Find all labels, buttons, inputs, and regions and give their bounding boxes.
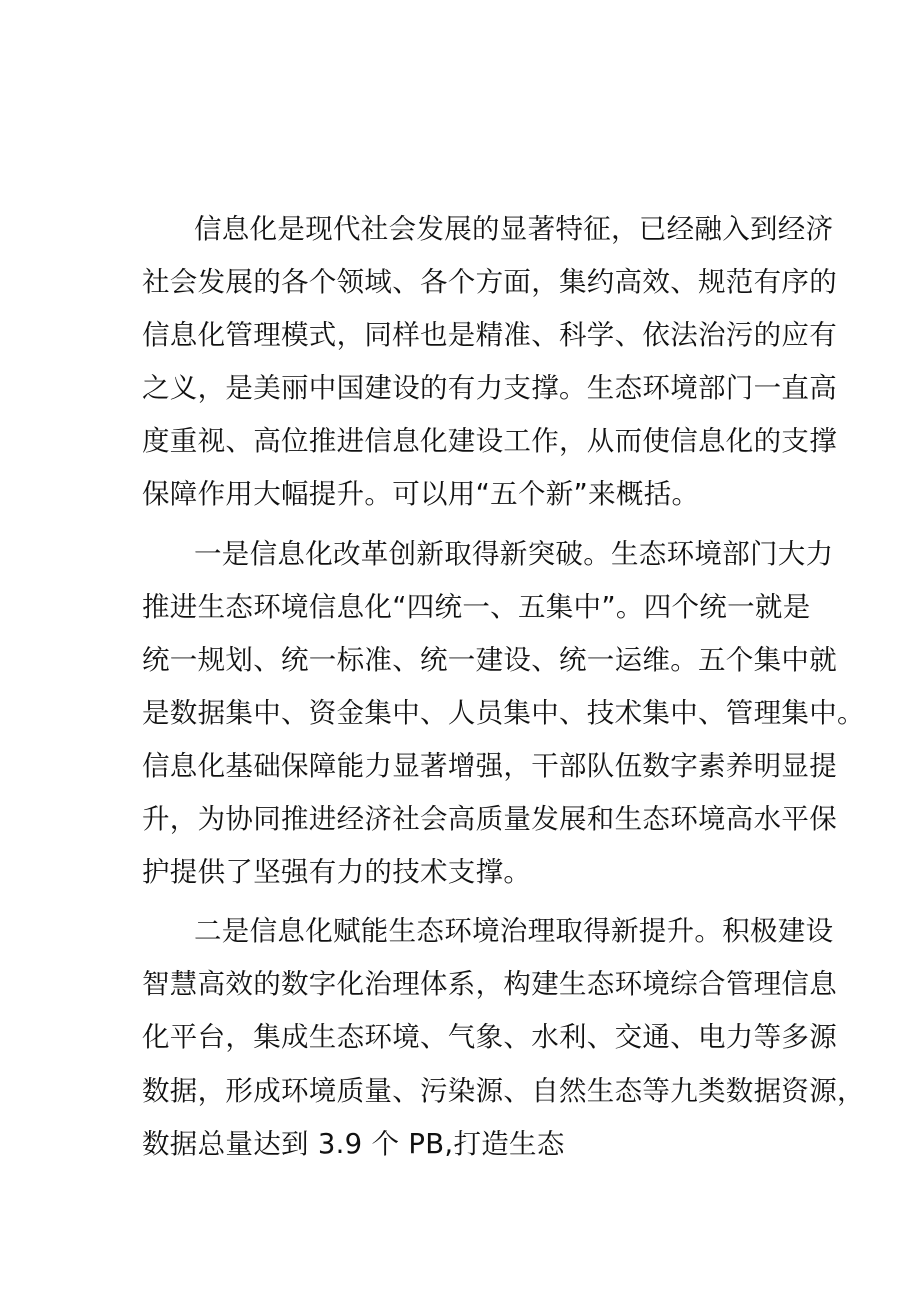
paragraph-line: 推进生态环境信息化“四统一、五集中”。四个统一就是 xyxy=(142,590,811,623)
paragraph-line: 一是信息化改革创新取得新突破。生态环境部门大力 xyxy=(194,537,834,570)
paragraph-3 xyxy=(142,905,865,1170)
paragraph-line: 信息化基础保障能力显著增强，干部队伍数字素养明显提 xyxy=(142,749,837,782)
paragraph-line: 度重视、高位推进信息化建设工作，从而使信息化的支撑 xyxy=(142,425,837,458)
paragraph-line: 之义，是美丽中国建设的有力支撑。生态环境部门一直高 xyxy=(142,372,837,405)
paragraph-line: 社会发展的各个领域、各个方面，集约高效、规范有序的 xyxy=(142,266,837,299)
paragraph-line: 护提供了坚强有力的技术支撑。 xyxy=(142,856,532,889)
paragraph-line: 化平台，集成生态环境、气象、水利、交通、电力等多源 xyxy=(142,1021,837,1054)
paragraph-line: 二是信息化赋能生态环境治理取得新提升。积极建设 xyxy=(194,915,834,948)
paragraph-line: 升，为协同推进经济社会高质量发展和生态环境高水平保 xyxy=(142,803,837,836)
paragraph-line: 信息化管理模式，同样也是精准、科学、依法治污的应有 xyxy=(142,319,837,352)
paragraph-1 xyxy=(142,203,837,522)
paragraph-line: 保障作用大幅提升。可以用“五个新”来概括。 xyxy=(142,478,700,511)
document-body xyxy=(142,203,865,1171)
paragraph-line: 数据总量达到 3.9 个 PB,打造生态 xyxy=(142,1127,565,1160)
paragraph-line: 统一规划、统一标准、统一建设、统一运维。五个集中就 xyxy=(142,643,837,676)
paragraph-line: 智慧高效的数字化治理体系，构建生态环境综合管理信息 xyxy=(142,968,837,1001)
paragraph-2 xyxy=(142,528,865,900)
paragraph-line: 是数据集中、资金集中、人员集中、技术集中、管理集中。 xyxy=(142,696,865,729)
paragraph-line: 数据，形成环境质量、污染源、自然生态等九类数据资源， xyxy=(142,1074,865,1107)
paragraph-line: 信息化是现代社会发展的显著特征，已经融入到经济 xyxy=(194,213,834,245)
